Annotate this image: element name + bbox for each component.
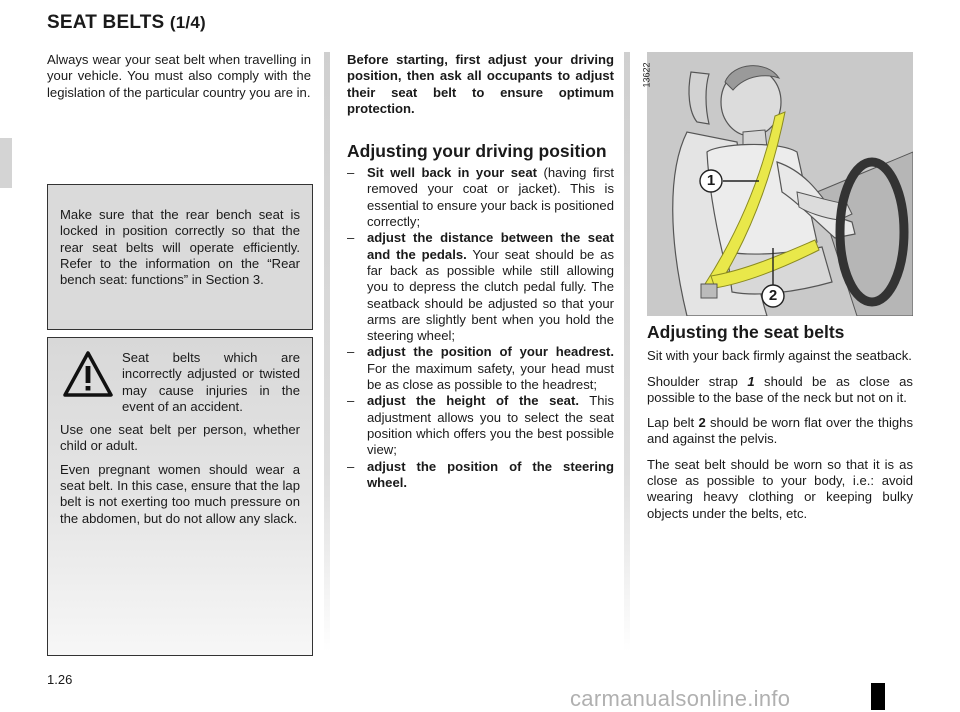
driving-steps bbox=[347, 165, 614, 491]
step-text: Your seat should be as far back as possible while still allowing you to depress the clutch pedal fully. The seatback should be adjusted so that your arms are slightly bent when you hold the steering wheel; bbox=[367, 246, 614, 344]
section-tab bbox=[0, 138, 12, 188]
page-number: 1.26 bbox=[47, 672, 73, 687]
driving-position-column bbox=[347, 52, 614, 491]
rear-bench-note bbox=[47, 184, 313, 330]
belts-heading: Adjusting the seat belts bbox=[647, 322, 845, 342]
belts-paragraph-1: Sit with your back firmly against the seatback. bbox=[647, 348, 912, 364]
label-number: 2 bbox=[698, 415, 706, 431]
text: Lap belt bbox=[647, 415, 699, 431]
callout-1: 1 bbox=[706, 172, 716, 189]
warning-triangle-icon bbox=[62, 350, 114, 402]
driver-illustration bbox=[647, 52, 913, 316]
text: should be worn flat over the thighs and against the pelvis. bbox=[647, 415, 914, 447]
title-text: SEAT BELTS bbox=[47, 12, 165, 33]
page-title bbox=[47, 12, 206, 34]
column-divider bbox=[324, 52, 330, 652]
watermark: carmanualsonline.info bbox=[570, 686, 791, 711]
corner-marker bbox=[871, 683, 885, 710]
step-bold: adjust the height of the seat. bbox=[367, 393, 579, 409]
seat-belt-illustration bbox=[647, 52, 913, 316]
figure-reference-number: 13622 bbox=[641, 62, 652, 88]
list-item: – Sit well back in your seat (having first removed your coat or jacket). This is essential to ensure your back is positioned correctly; bbox=[347, 165, 614, 230]
title-part: (1/4) bbox=[169, 13, 206, 32]
driving-lead: Before starting, first adjust your driving position, then ask all occupants to adjust their seat belt to ensure optimum protection. bbox=[347, 52, 614, 116]
step-text: (having first removed your coat or jacket). This is essential to ensure your back is positioned correctly; bbox=[367, 165, 614, 230]
list-item: – adjust the position of your headrest. For the maximum safety, your head must be as close as possible to the headrest; bbox=[347, 344, 614, 393]
list-item: – adjust the distance between the seat and the pedals. Your seat should be as far back as possible while still allowing you to depress the clutch pedal fully. The seatback should be adjusted so that your arms are slightly bent when you hold the steering wheel; bbox=[347, 230, 614, 344]
step-text: This adjustment allows you to select the seat position which offers you the best possible view; bbox=[367, 393, 614, 458]
text: should be as close as possible to the base of the neck but not on it. bbox=[647, 373, 913, 405]
step-bold: adjust the distance between the seat and the pedals. bbox=[367, 230, 614, 262]
belts-paragraph-2 bbox=[647, 374, 913, 407]
step-bold: Sit well back in your seat bbox=[367, 165, 537, 181]
label-number: 1 bbox=[747, 373, 755, 389]
warning-paragraph-1: Use one seat belt per person, whether child or adult. bbox=[60, 422, 300, 454]
step-text: For the maximum safety, your head must be as close as possible to the headrest; bbox=[367, 360, 614, 393]
warning-box bbox=[47, 337, 313, 656]
callout-2: 2 bbox=[768, 287, 778, 304]
list-item: – adjust the position of the steering wheel. bbox=[347, 458, 614, 490]
column-divider bbox=[624, 52, 630, 652]
driving-heading: Adjusting your driving position bbox=[347, 141, 607, 162]
warning-lead: Seat belts which are incorrectly adjusted or twisted may cause injuries in the event of an accident. bbox=[122, 350, 300, 414]
rear-bench-note-text: Make sure that the rear bench seat is locked in position correctly so that the rear seat belts will operate efficiently. Refer to the information on the “Rear bench seat: functions” in Section 3. bbox=[60, 207, 300, 288]
list-item: – adjust the height of the seat. This adjustment allows you to select the seat position which offers you the best possible view; bbox=[347, 393, 614, 458]
step-bold: adjust the position of your headrest. bbox=[367, 344, 614, 360]
figure-reference bbox=[641, 57, 661, 97]
belts-paragraph-4: The seat belt should be worn so that it is as close as possible to your body, i.e.: avoid wearing heavy clothing or keeping bulky objects under the belts, etc. bbox=[647, 456, 913, 521]
seat-belts-column bbox=[647, 320, 913, 531]
intro-paragraph: Always wear your seat belt when travelling in your vehicle. You must also comply with the legislation of the particular country you are in. bbox=[47, 52, 311, 100]
belts-paragraph-3 bbox=[647, 415, 913, 448]
warning-paragraph-2: Even pregnant women should wear a seat belt. In this case, ensure that the lap belt is not exerting too much pressure on the abdomen, but do not allow any slack. bbox=[60, 461, 300, 526]
step-bold: adjust the position of the steering wheel. bbox=[367, 458, 614, 490]
text: Shoulder strap bbox=[647, 373, 748, 389]
